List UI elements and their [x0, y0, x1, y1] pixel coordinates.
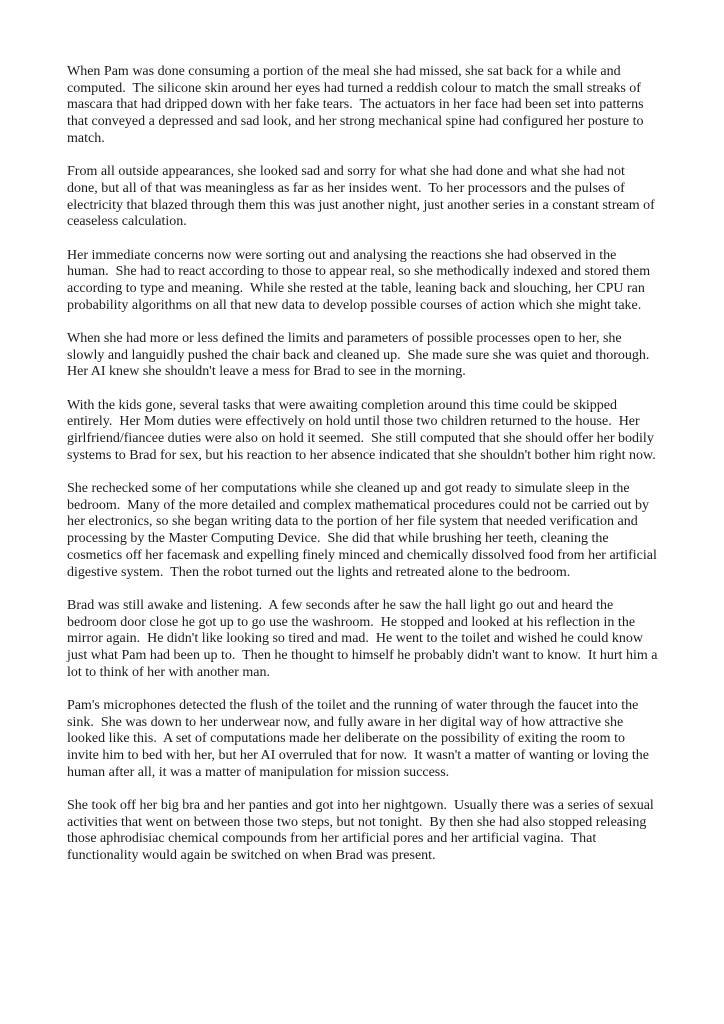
paragraph: Pam's microphones detected the flush of the toilet and the running of water through the faucet into the sink. She was down to her underwear now, and fully aware in her digital way of how attractive she looked like this. A set of computations made her deliberate on the possibility of exiting the room to invite him to bed with her, but her AI overruled that for now. It wasn't a matter of wanting or loving the human after all, it was a matter of manipulation for mission success. [67, 697, 653, 780]
paragraph: When she had more or less defined the limits and parameters of possible processes open to her, she slowly and languidly pushed the chair back and cleaned up. She made sure she was quiet and thorough. Her AI knew she shouldn't leave a mess for Brad to see in the morning. [67, 330, 657, 380]
document-text-block [67, 64, 659, 865]
paragraph: Her immediate concerns now were sorting out and analysing the reactions she had observed in the human. She had to react according to those to appear real, so she methodically indexed and stored them according to type and meaning. While she rested at the table, leaning back and slouching, her CPU ran probability algorithms on all that new data to develop possible courses of action which she might take. [67, 247, 654, 313]
paragraph: From all outside appearances, she looked sad and sorry for what she had done and what she had not done, but all of that was meaningless as far as her insides went. To her processors and the pulses of electricity that blazed through them this was just another night, just another series in a constant stream of ceaseless calculation. [67, 164, 659, 230]
paragraph: Brad was still awake and listening. A few seconds after he saw the hall light go out and heard the bedroom door close he got up to go use the washroom. He stopped and looked at his reflection in the mirror again. He didn't like looking so tired and mad. He went to the toilet and wished he could know just what Pam had been up to. Then he thought to himself he probably didn't want to know. It hurt him a lot to think of her with another man. [67, 597, 661, 680]
paragraph: She took off her big bra and her panties and got into her nightgown. Usually there was a series of sexual activities that went on between those two steps, but not tonight. By then she had also stopped releasing those aphrodisiac chemical compounds from her artificial pores and her artificial vagina. That functionality would again be switched on when Brad was present. [67, 798, 658, 864]
paragraph: With the kids gone, several tasks that were awaiting completion around this time could be skipped entirely. Her Mom duties were effectively on hold until those two children returned to the house. Her girlfriend/fiancee duties were also on hold it seemed. She still computed that she should offer her bodily systems to Brad for sex, but his reaction to her absence indicated that she shouldn't bother him right now. [67, 397, 658, 463]
paragraph: She rechecked some of her computations while she cleaned up and got ready to simulate sleep in the bedroom. Many of the more detailed and complex mathematical procedures could not be carried out by her electronics, so she began writing data to the portion of her file system that needed verification and processing by the Master Computing Device. She did that while brushing her teeth, cleaning the cosmetics off her facemask and expelling finely minced and chemically dissolved food from her artificial digestive system. Then the robot turned out the lights and retreated alone to the bedroom. [67, 481, 661, 580]
paragraph: When Pam was done consuming a portion of the meal she had missed, she sat back for a while and computed. The silicone skin around her eyes had turned a reddish colour to match the small streaks of mascara that had dripped down with her fake tears. The actuators in her face had been set into patterns that conveyed a depressed and sad look, and her strong mechanical spine had configured her posture to match. [67, 64, 648, 146]
